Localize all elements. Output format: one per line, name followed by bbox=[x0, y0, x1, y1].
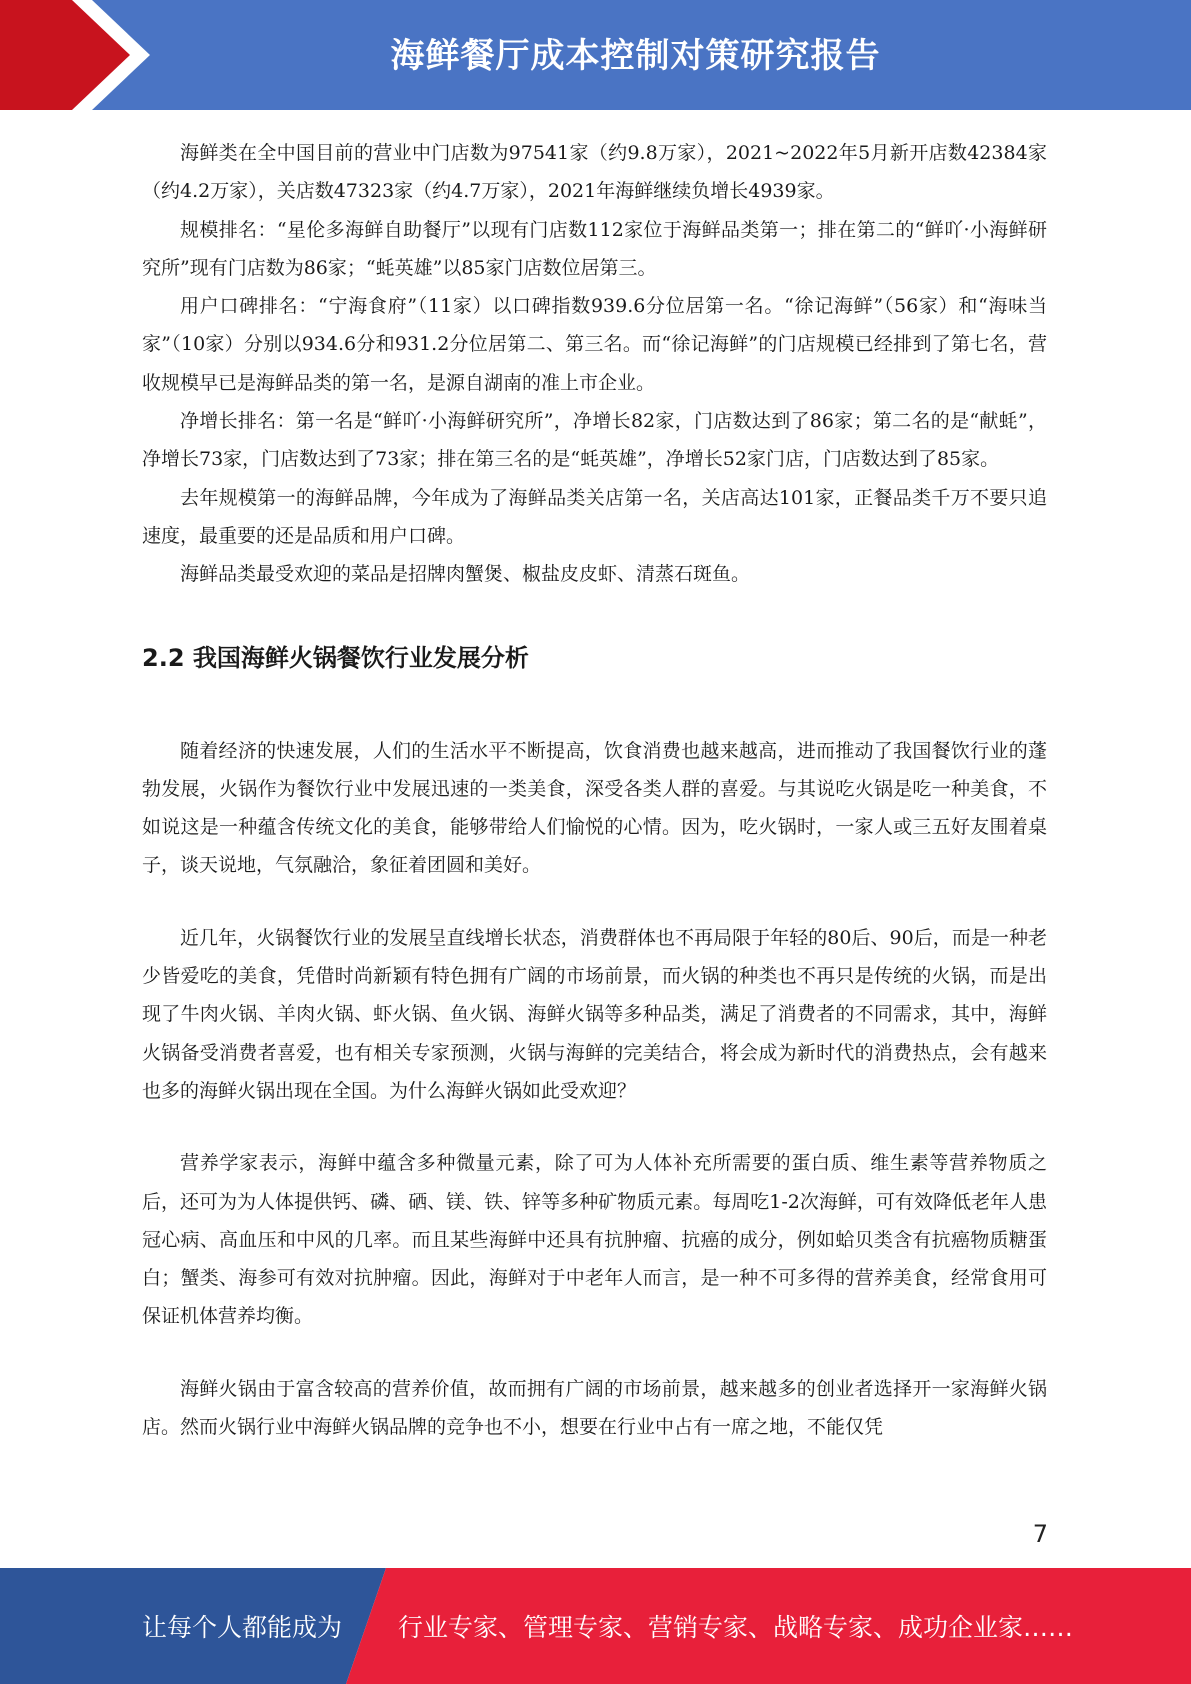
paragraph-hotpot-growth: 近几年，火锅餐饮行业的发展呈直线增长状态，消费群体也不再局限于年轻的80后、90后，而是一种老少皆爱吃的美食，凭借时尚新颖有特色拥有广阔的市场前景，而火锅的种类也不再只是传统的火锅，而是出现了牛肉火锅、羊肉火锅、虾火锅、鱼火锅、海鲜火锅等多种品类，满足了消费者的不同需求，其中，海鲜火锅备受消费者喜爱，也有相关专家预测，火锅与海鲜的完美结合，将会成为新时代的消费热点，会有越来也多的海鲜火锅出现在全国。为什么海鲜火锅如此受欢迎？ bbox=[142, 926, 1047, 1102]
paragraph-popular-dishes: 海鲜品类最受欢迎的菜品是招牌肉蟹煲、椒盐皮皮虾、清蒸石斑鱼。 bbox=[180, 563, 751, 586]
paragraph-scale-ranking: 规模排名：“星伦多海鲜自助餐厅”以现有门店数112家位于海鲜品类第一；排在第二的“鲜吖·小海鲜研究所”现有门店数为86家；“蚝英雄”以85家门店数位居第三。 bbox=[142, 218, 1047, 279]
page-header bbox=[0, 0, 1191, 110]
page-number: 7 bbox=[1032, 1520, 1048, 1548]
paragraph-closures: 去年规模第一的海鲜品牌，今年成为了海鲜品类关店第一名，关店高达101家，正餐品类千万不要只追速度，最重要的还是品质和用户口碑。 bbox=[142, 486, 1047, 547]
paragraph-hotpot-development: 随着经济的快速发展，人们的生活水平不断提高，饮食消费也越来越高，进而推动了我国餐饮行业的蓬勃发展，火锅作为餐饮行业中发展迅速的一类美食，深受各类人群的喜爱。与其说吃火锅是吃一种美食，不如说这是一种蕴含传统文化的美食，能够带给人们愉悦的心情。因为，吃火锅时，一家人或三五好友围着桌子，谈天说地，气氛融洽，象征着团圆和美好。 bbox=[142, 739, 1047, 877]
paragraph-growth-ranking: 净增长排名：第一名是“鲜吖·小海鲜研究所”，净增长82家，门店数达到了86家；第二名的是“献蚝”，净增长73家，门店数达到了73家；排在第三名的是“蚝英雄”，净增长52家门店，门店数达到了85家。 bbox=[142, 410, 1047, 471]
paragraph-reputation-ranking: 用户口碑排名：“宁海食府”（11家）以口碑指数939.6分位居第一名。“徐记海鲜”（56家）和“海味当家”（10家）分别以934.6分和931.2分位居第二、第三名。而“徐记海鲜”的门店规模已经排到了第七名，营收规模早已是海鲜品类的第一名，是源自湖南的准上市企业。 bbox=[142, 295, 1047, 394]
main-content bbox=[142, 134, 1047, 1446]
document-title: 海鲜餐厅成本控制对策研究报告 bbox=[390, 36, 881, 76]
paragraph-store-count: 海鲜类在全中国目前的营业中门店数为97541家（约9.8万家），2021~2022年5月新开店数42384家（约4.2万家），关店数47323家（约4.7万家），2021年海鲜继续负增长4939家。 bbox=[142, 142, 1047, 203]
page-footer bbox=[0, 1568, 1191, 1684]
footer-slogan-left: 让每个人都能成为 bbox=[142, 1613, 343, 1642]
section-heading: 2.2 我国海鲜火锅餐饮行业发展分析 bbox=[142, 643, 529, 672]
paragraph-nutrition: 营养学家表示，海鲜中蕴含多种微量元素，除了可为人体补充所需要的蛋白质、维生素等营养物质之后，还可为为人体提供钙、磷、硒、镁、铁、锌等多种矿物质元素。每周吃1-2次海鲜，可有效降低老年人患冠心病、高血压和中风的几率。而且某些海鲜中还具有抗肿瘤、抗癌的成分，例如蛤贝类含有抗癌物质糖蛋白；蟹类、海参可有效对抗肿瘤。因此，海鲜对于中老年人而言，是一种不可多得的营养美食，经常食用可保证机体营养均衡。 bbox=[142, 1152, 1047, 1328]
paragraph-market-prospect: 海鲜火锅由于富含较高的营养价值，故而拥有广阔的市场前景，越来越多的创业者选择开一家海鲜火锅店。然而火锅行业中海鲜火锅品牌的竞争也不小，想要在行业中占有一席之地，不能仅凭 bbox=[142, 1377, 1047, 1439]
footer-slogan-right: 行业专家、管理专家、营销专家、战略专家、成功企业家…… bbox=[398, 1613, 1074, 1642]
